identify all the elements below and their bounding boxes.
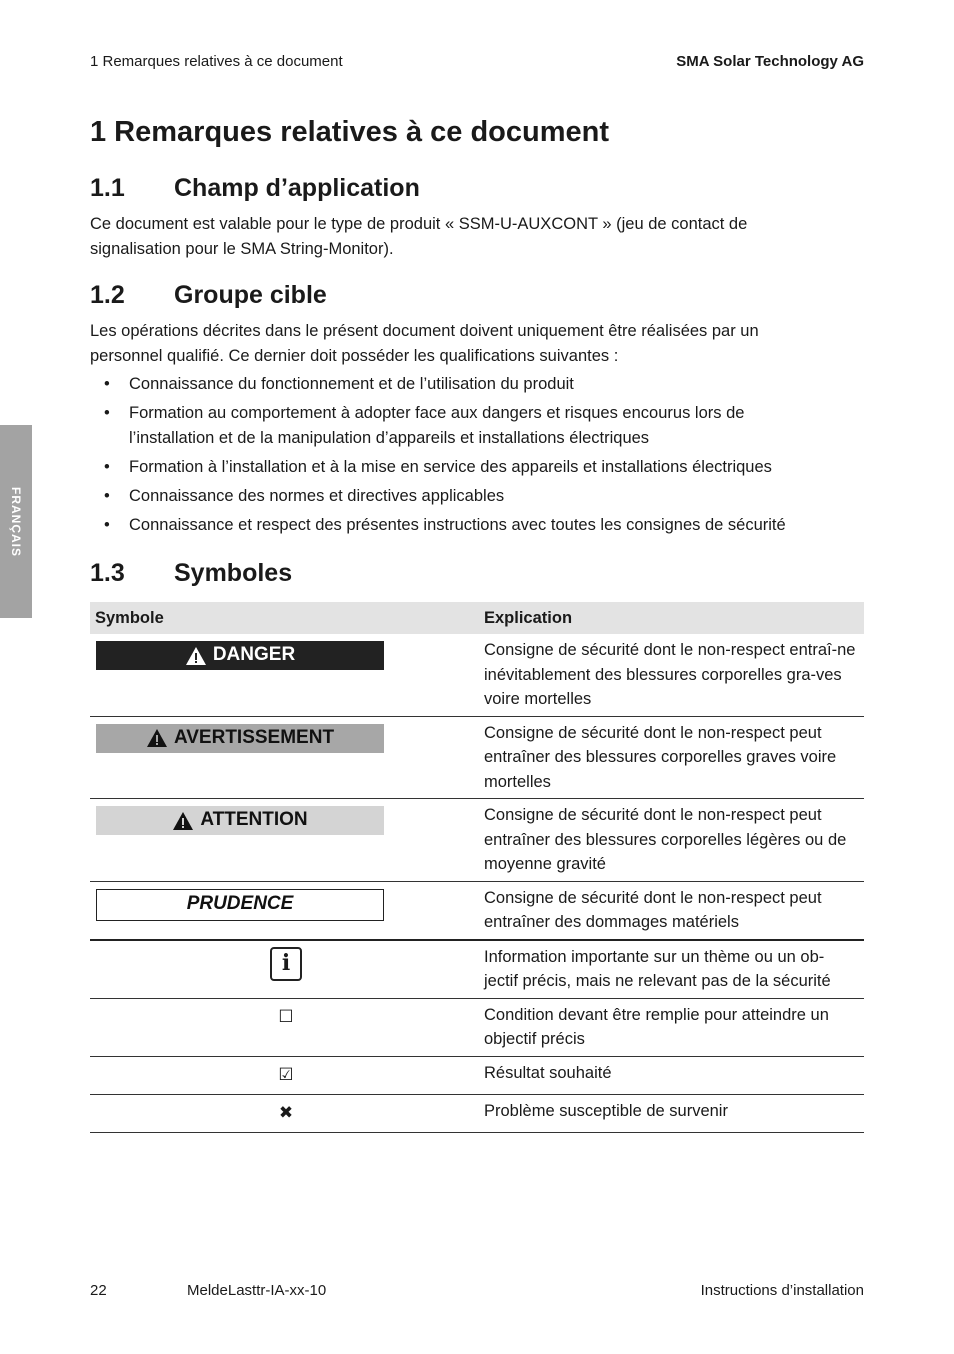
notice-signal-word: PRUDENCE: [96, 889, 384, 921]
page-number: 22: [90, 1282, 107, 1299]
list-item: • Formation au comportement à adopter face aux dangers et risques encourus lors de l’installation et de la manipulation d’appareils et installations électriques: [104, 404, 745, 447]
section-1-1-heading: [90, 174, 420, 203]
language-side-tab: [0, 425, 32, 618]
running-header-company: SMA Solar Technology AG: [676, 53, 864, 70]
section-number: 1.1: [90, 174, 125, 202]
list-item: • Formation à l’installation et à la mise en service des appareils et installations électriques: [104, 458, 772, 476]
section-title: Symboles: [174, 559, 293, 587]
section-title: Groupe cible: [174, 281, 327, 309]
explication-text: Problème susceptible de survenir: [482, 1094, 864, 1132]
symbols-table: [90, 602, 864, 1133]
table-row: [90, 998, 864, 1056]
caution-signal-word: ATTENTION: [96, 806, 384, 835]
warning-triangle-icon: [172, 811, 194, 831]
list-item: • Connaissance des normes et directives applicables: [104, 487, 505, 505]
table-row: [90, 634, 864, 716]
table-row: [90, 716, 864, 799]
cross-mark-icon: ✖: [278, 1102, 294, 1122]
explication-text: Condition devant être remplie pour atteindre un objectif précis: [482, 998, 864, 1056]
qualification-list: [90, 372, 830, 542]
side-tab-label: FRANÇAIS: [9, 486, 23, 557]
section-1-2-text: Les opérations décrites dans le présent document doivent uniquement être réalisées par un personnel qualifié. Ce dernier doit posséder les qualifications suivantes :: [90, 322, 759, 365]
document-code: MeldeLasttr-IA-xx-10: [187, 1282, 327, 1299]
warning-triangle-icon: [185, 646, 207, 666]
table-header-row: [90, 602, 864, 634]
table-row: [90, 1056, 864, 1094]
warning-signal-word: AVERTISSEMENT: [96, 724, 384, 753]
section-1-3-heading: [90, 559, 292, 588]
section-number: 1.3: [90, 559, 125, 587]
explication-text: Consigne de sécurité dont le non-respect peut entraîner des blessures corporelles graves voire mortelles: [482, 716, 864, 799]
explication-text: Résultat souhaité: [482, 1056, 864, 1094]
section-1-1-text: Ce document est valable pour le type de produit « SSM-U-AUXCONT » (jeu de contact de signalisation pour le SMA String-Monitor).: [90, 215, 748, 258]
table-row: [90, 881, 864, 940]
column-header-symbol: Symbole: [90, 602, 482, 634]
table-row: [90, 1094, 864, 1132]
explication-text: Consigne de sécurité dont le non-respect entraî-ne inévitablement des blessures corporelles gra-ves voire mortelles: [482, 634, 864, 716]
checked-checkbox-icon: ☑: [278, 1064, 294, 1084]
list-item: • Connaissance et respect des présentes instructions avec toutes les consignes de sécurité: [104, 516, 786, 534]
information-icon: i: [270, 947, 302, 981]
empty-checkbox-icon: ☐: [278, 1006, 294, 1026]
explication-text: Consigne de sécurité dont le non-respect peut entraîner des dommages matériels: [482, 881, 864, 940]
warning-triangle-icon: [146, 728, 168, 748]
explication-text: Information importante sur un thème ou un ob-jectif précis, mais ne relevant pas de la sécurité: [482, 940, 864, 999]
column-header-explication: Explication: [482, 602, 864, 634]
chapter-title: 1 Remarques relatives à ce document: [90, 116, 610, 148]
table-row: [90, 940, 864, 999]
explication-text: Consigne de sécurité dont le non-respect peut entraîner des blessures corporelles légères ou de moyenne gravité: [482, 799, 864, 882]
table-row: [90, 799, 864, 882]
danger-signal-word: DANGER: [96, 641, 384, 670]
document-type: Instructions d’installation: [700, 1282, 864, 1299]
list-item: • Connaissance du fonctionnement et de l’utilisation du produit: [104, 375, 574, 393]
section-title: Champ d’application: [174, 174, 420, 202]
section-1-2-heading: [90, 281, 327, 310]
section-number: 1.2: [90, 281, 125, 309]
running-header-chapter: 1 Remarques relatives à ce document: [90, 53, 343, 70]
